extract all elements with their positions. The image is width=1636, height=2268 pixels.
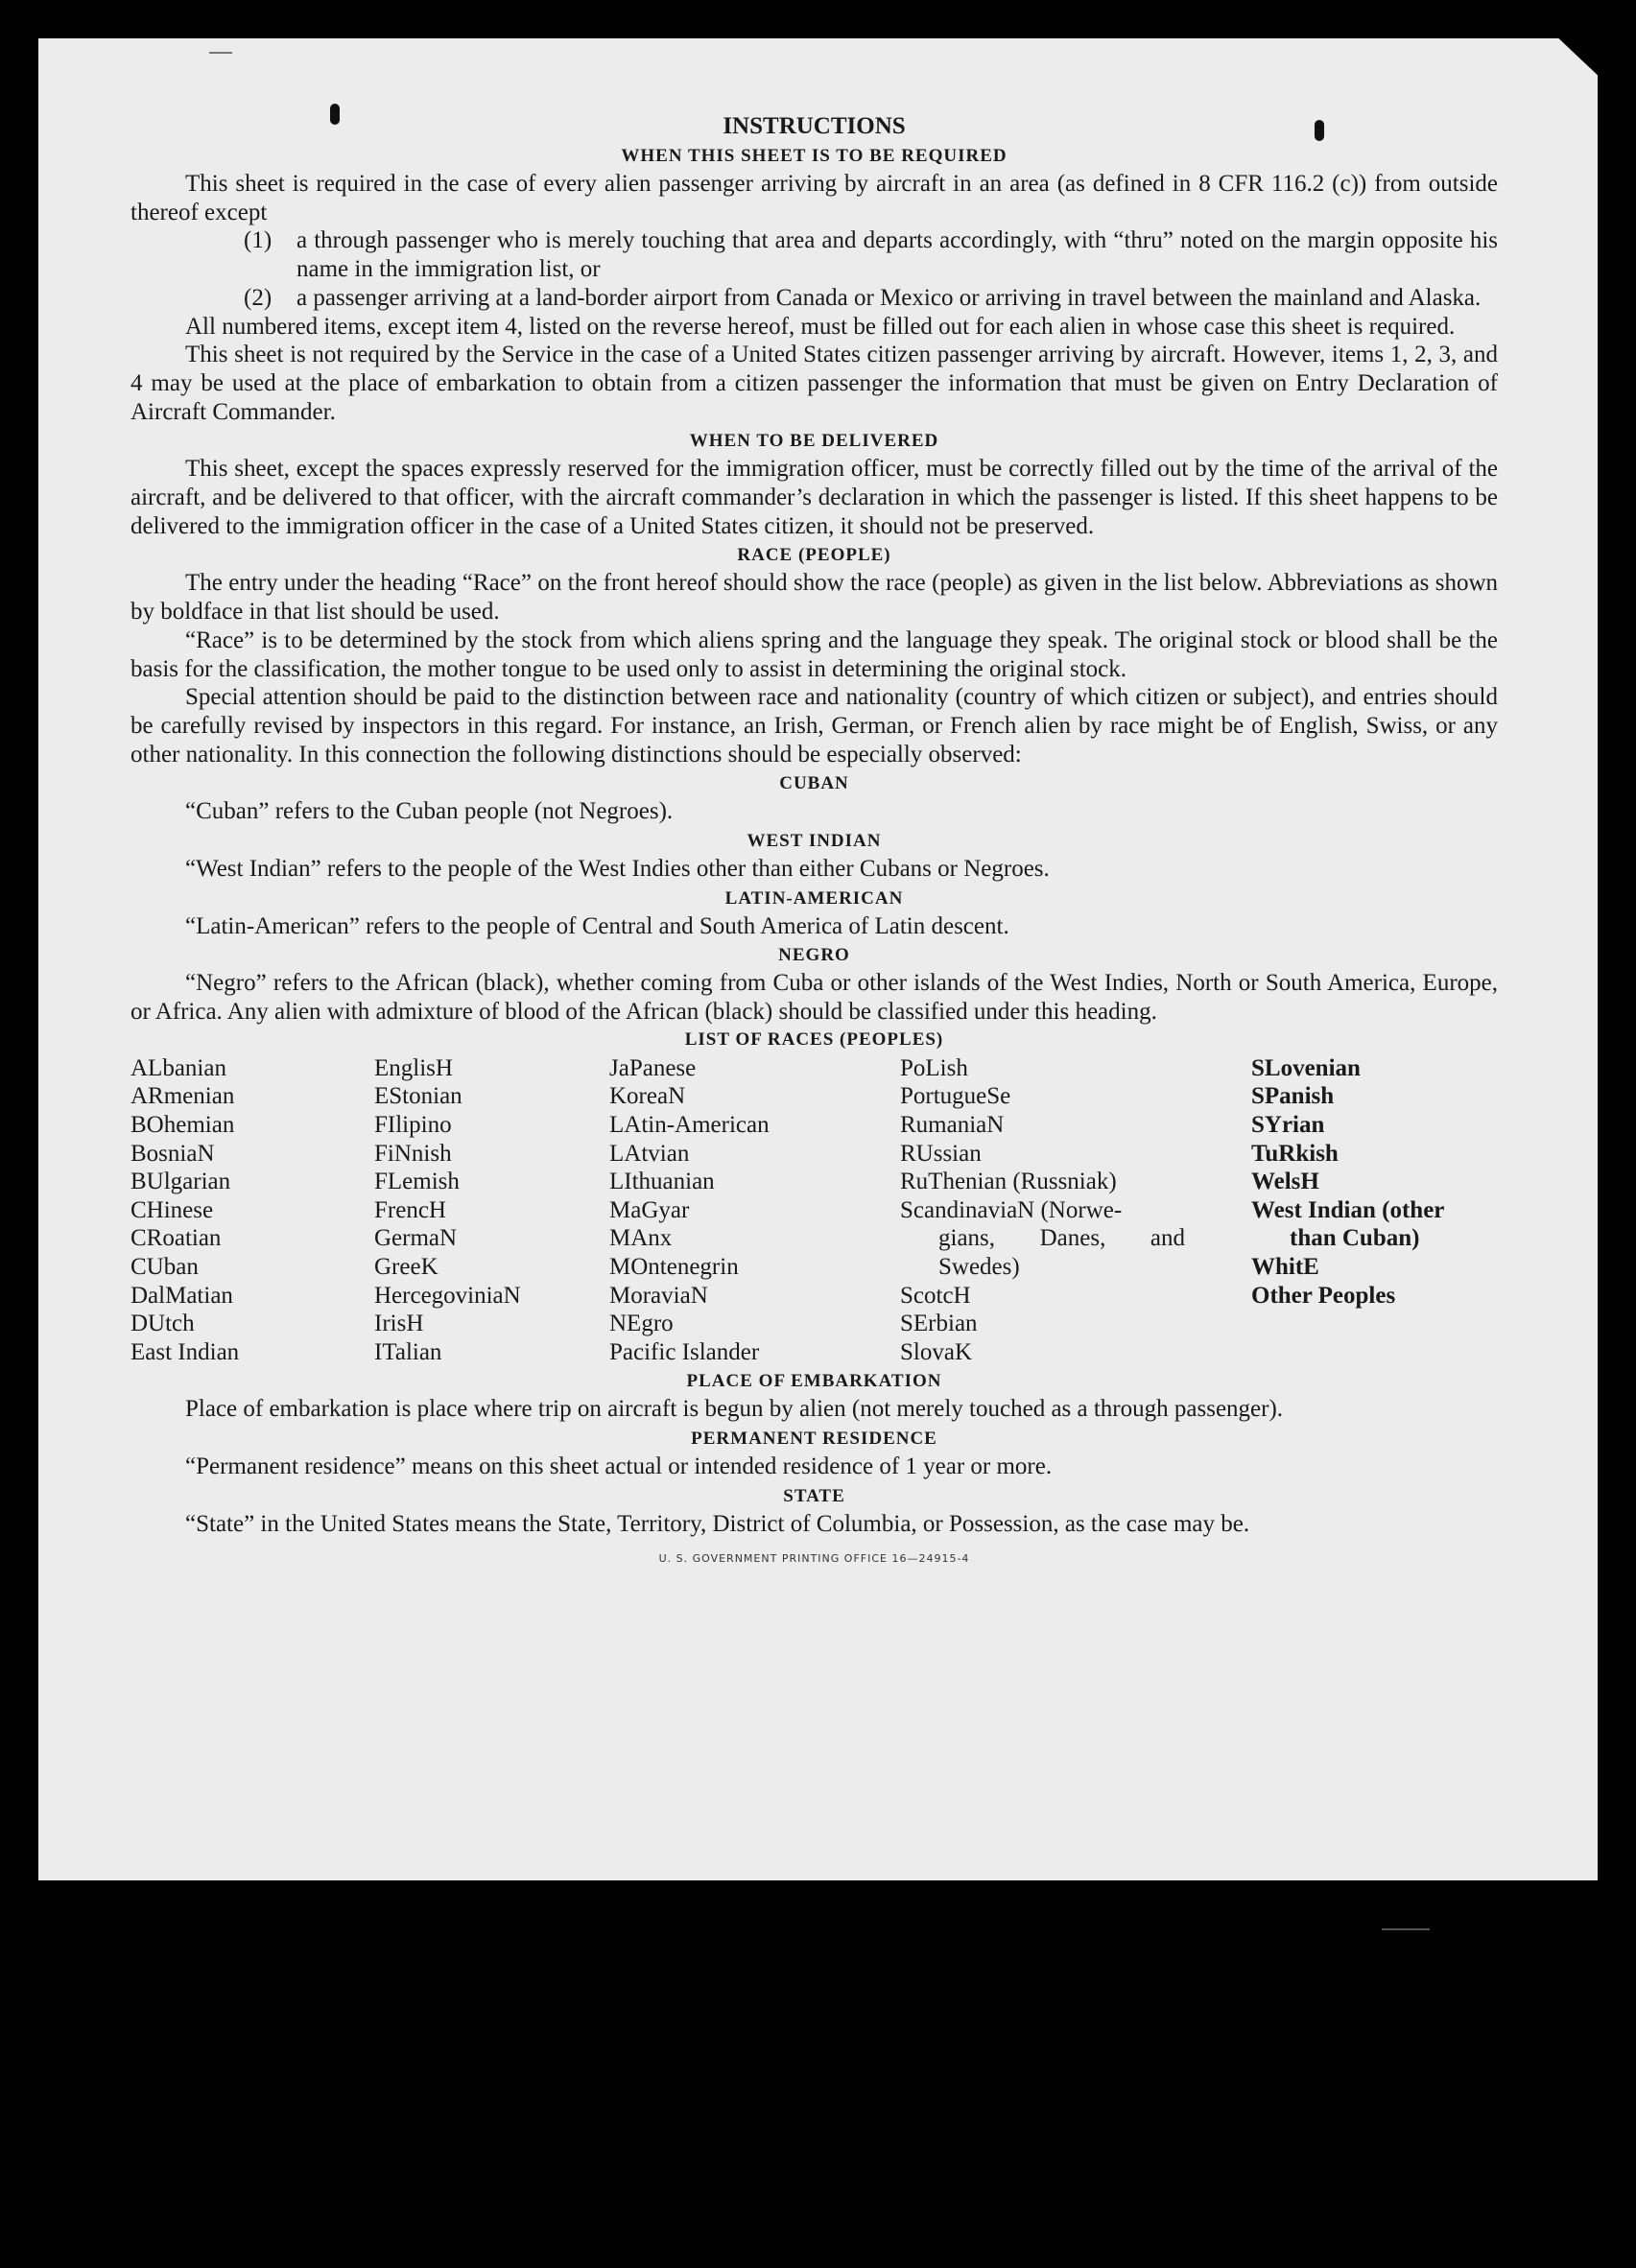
race-column [900, 1054, 1251, 1367]
race-item: SPanish [1251, 1083, 1335, 1110]
race-item: EnglisH [374, 1054, 453, 1081]
section-heading-delivered: WHEN TO BE DELIVERED [689, 431, 939, 452]
race-item: BOhemian [130, 1112, 235, 1139]
printer-imprint: U. S. GOVERNMENT PRINTING OFFICE 16—24915-4 [658, 1551, 970, 1565]
race-item: EStonian [374, 1083, 462, 1110]
section-heading-race: RACE (PEOPLE) [737, 545, 891, 566]
race-item: West Indian (other [1251, 1196, 1445, 1223]
race-item: GermaN [374, 1225, 458, 1252]
race-item: GreeK [374, 1254, 439, 1281]
section-heading-required: WHEN THIS SHEET IS TO BE REQUIRED [621, 146, 1008, 166]
paragraph: “State” in the United States means the State, Territory, District of Columbia, or Possession, as the case may be. [185, 1510, 1250, 1537]
paragraph: This sheet, except the spaces expressly reserved for the immigration officer, must be correctly filled out by the time of the arrival of the aircraft, and be delivered to that officer, with the aircraft commander’s declaration in which the passenger is listed. If this sheet happens to be delivered to the immigration officer in the case of a United States citizen, it should not be preserved. [130, 456, 1498, 539]
race-item: Swedes) [938, 1254, 1020, 1281]
race-item: SYrian [1251, 1112, 1325, 1139]
race-item: FiNnish [374, 1140, 452, 1167]
section-heading-latin-american: LATIN-AMERICAN [724, 887, 904, 909]
race-item: Pacific Islander [609, 1338, 760, 1365]
stray-mark [1382, 1928, 1430, 1930]
race-item: MOntenegrin [609, 1254, 739, 1281]
race-item: FLemish [374, 1169, 460, 1195]
race-item: MAnx [609, 1225, 673, 1252]
race-item: LAtvian [609, 1140, 690, 1167]
race-item: NEgro [609, 1311, 674, 1337]
section-heading-residence: PERMANENT RESIDENCE [691, 1429, 937, 1450]
race-item: JaPanese [609, 1054, 697, 1081]
paragraph: “Negro” refers to the African (black), whether coming from Cuba or other islands of the West Indies, North or South America, Europe, or Africa. Any alien with admixture of blood of the African (black) should be classified under this heading. [130, 970, 1498, 1026]
race-item: FIlipino [374, 1112, 452, 1139]
race-item: ScandinaviaN (Norwe- [900, 1196, 1123, 1223]
paragraph: “Permanent residence” means on this sheet actual or intended residence of 1 year or more. [185, 1453, 1053, 1480]
race-item: MoraviaN [609, 1282, 708, 1309]
race-item: ITalian [374, 1338, 442, 1365]
paragraph: “Cuban” refers to the Cuban people (not Negroes). [185, 798, 674, 825]
race-column [1251, 1054, 1498, 1367]
race-item: WelsH [1251, 1169, 1319, 1195]
race-item: CHinese [130, 1196, 214, 1223]
instructions-text [130, 112, 1498, 1572]
paragraph: The entry under the heading “Race” on the front hereof should show the race (people) as given in the list below. Abbreviations as shown by boldface in that list should be used. [130, 570, 1498, 626]
race-item: BUlgarian [130, 1169, 231, 1195]
paragraph: “Race” is to be determined by the stock from which aliens spring and the language they speak. The original stock or blood shall be the basis for the classification, the mother tongue to be used only to assist in determining the original stock. [130, 626, 1498, 682]
race-item: LAtin-American [609, 1112, 770, 1139]
race-item: KoreaN [609, 1083, 686, 1110]
race-item: gians, Danes, and [938, 1225, 1185, 1252]
race-column [609, 1054, 900, 1367]
race-item: DalMatian [130, 1282, 233, 1309]
race-item: FrencH [374, 1196, 446, 1223]
race-item: IrisH [374, 1311, 424, 1337]
paragraph: This sheet is required in the case of every alien passenger arriving by aircraft in an area (as defined in 8 CFR 116.2 (c)) from outside thereof except [130, 171, 1498, 225]
stray-mark [209, 52, 232, 54]
race-item: PortugueSe [900, 1083, 1011, 1110]
race-item: TuRkish [1251, 1140, 1339, 1167]
race-item: Other Peoples [1251, 1282, 1396, 1309]
race-item: than Cuban) [1290, 1225, 1420, 1252]
paragraph: Place of embarkation is place where trip on aircraft is begun by alien (not merely touched as a through passenger). [185, 1396, 1284, 1423]
race-item: SErbian [900, 1311, 978, 1337]
paragraph: All numbered items, except item 4, listed on the reverse hereof, must be filled out for each alien in whose case this sheet is required. [185, 313, 1456, 340]
race-item: ScotcH [900, 1282, 971, 1309]
section-heading-cuban: CUBAN [779, 773, 849, 794]
race-item: WhitE [1251, 1254, 1319, 1281]
paragraph: Special attention should be paid to the distinction between race and nationality (country of which citizen or subject), and entries should be carefully revised by inspectors in this regard. For instance, an Irish, German, or French alien by race might be of English, Swiss, or any other nationality. In this connection the following distinctions should be especially observed: [130, 684, 1498, 768]
paragraph: “West Indian” refers to the people of the West Indies other than either Cubans or Negroes. [185, 856, 1050, 883]
section-heading-embarkation: PLACE OF EMBARKATION [686, 1371, 942, 1392]
race-item: SlovaK [900, 1338, 972, 1365]
race-item: RuThenian (Russniak) [900, 1169, 1117, 1195]
race-item: ARmenian [130, 1083, 235, 1110]
numbered-item: (2) a passenger arriving at a land-border airport from Canada or Mexico or arriving in travel between the mainland and Alaska. [244, 284, 1482, 311]
race-item: RumaniaN [900, 1112, 1005, 1139]
numbered-item: (1) a through passenger who is merely touching that area and departs accordingly, with “thru” noted on the margin opposite his name in the immigration list, or [244, 227, 1498, 283]
page-title: INSTRUCTIONS [723, 113, 906, 139]
race-column [374, 1054, 609, 1367]
race-column [130, 1054, 374, 1367]
race-item: HercegoviniaN [374, 1282, 521, 1309]
race-item: LIthuanian [609, 1169, 715, 1195]
paragraph: This sheet is not required by the Service in the case of a United States citizen passenger arriving by aircraft. However, items 1, 2, 3, and 4 may be used at the place of embarkation to obtain from a citizen passenger the information that must be given on Entry Declaration of Aircraft Commander. [130, 342, 1498, 425]
race-list [130, 1054, 1498, 1367]
section-heading-state: STATE [783, 1485, 845, 1506]
race-item: CRoatian [130, 1225, 222, 1252]
race-item: DUtch [130, 1311, 195, 1337]
race-item: BosniaN [130, 1140, 215, 1167]
race-item: RUssian [900, 1140, 982, 1167]
race-item: PoLish [900, 1054, 968, 1081]
race-item: East Indian [130, 1338, 240, 1365]
race-item: ALbanian [130, 1054, 226, 1081]
section-heading-list: LIST OF RACES (PEOPLES) [684, 1028, 944, 1050]
section-heading-negro: NEGRO [778, 945, 850, 966]
race-item: MaGyar [609, 1196, 690, 1223]
race-item: CUban [130, 1254, 199, 1281]
race-item: SLovenian [1251, 1054, 1361, 1081]
section-heading-west-indian: WEST INDIAN [747, 831, 882, 852]
paragraph: “Latin-American” refers to the people of Central and South America of Latin descent. [185, 912, 1009, 939]
